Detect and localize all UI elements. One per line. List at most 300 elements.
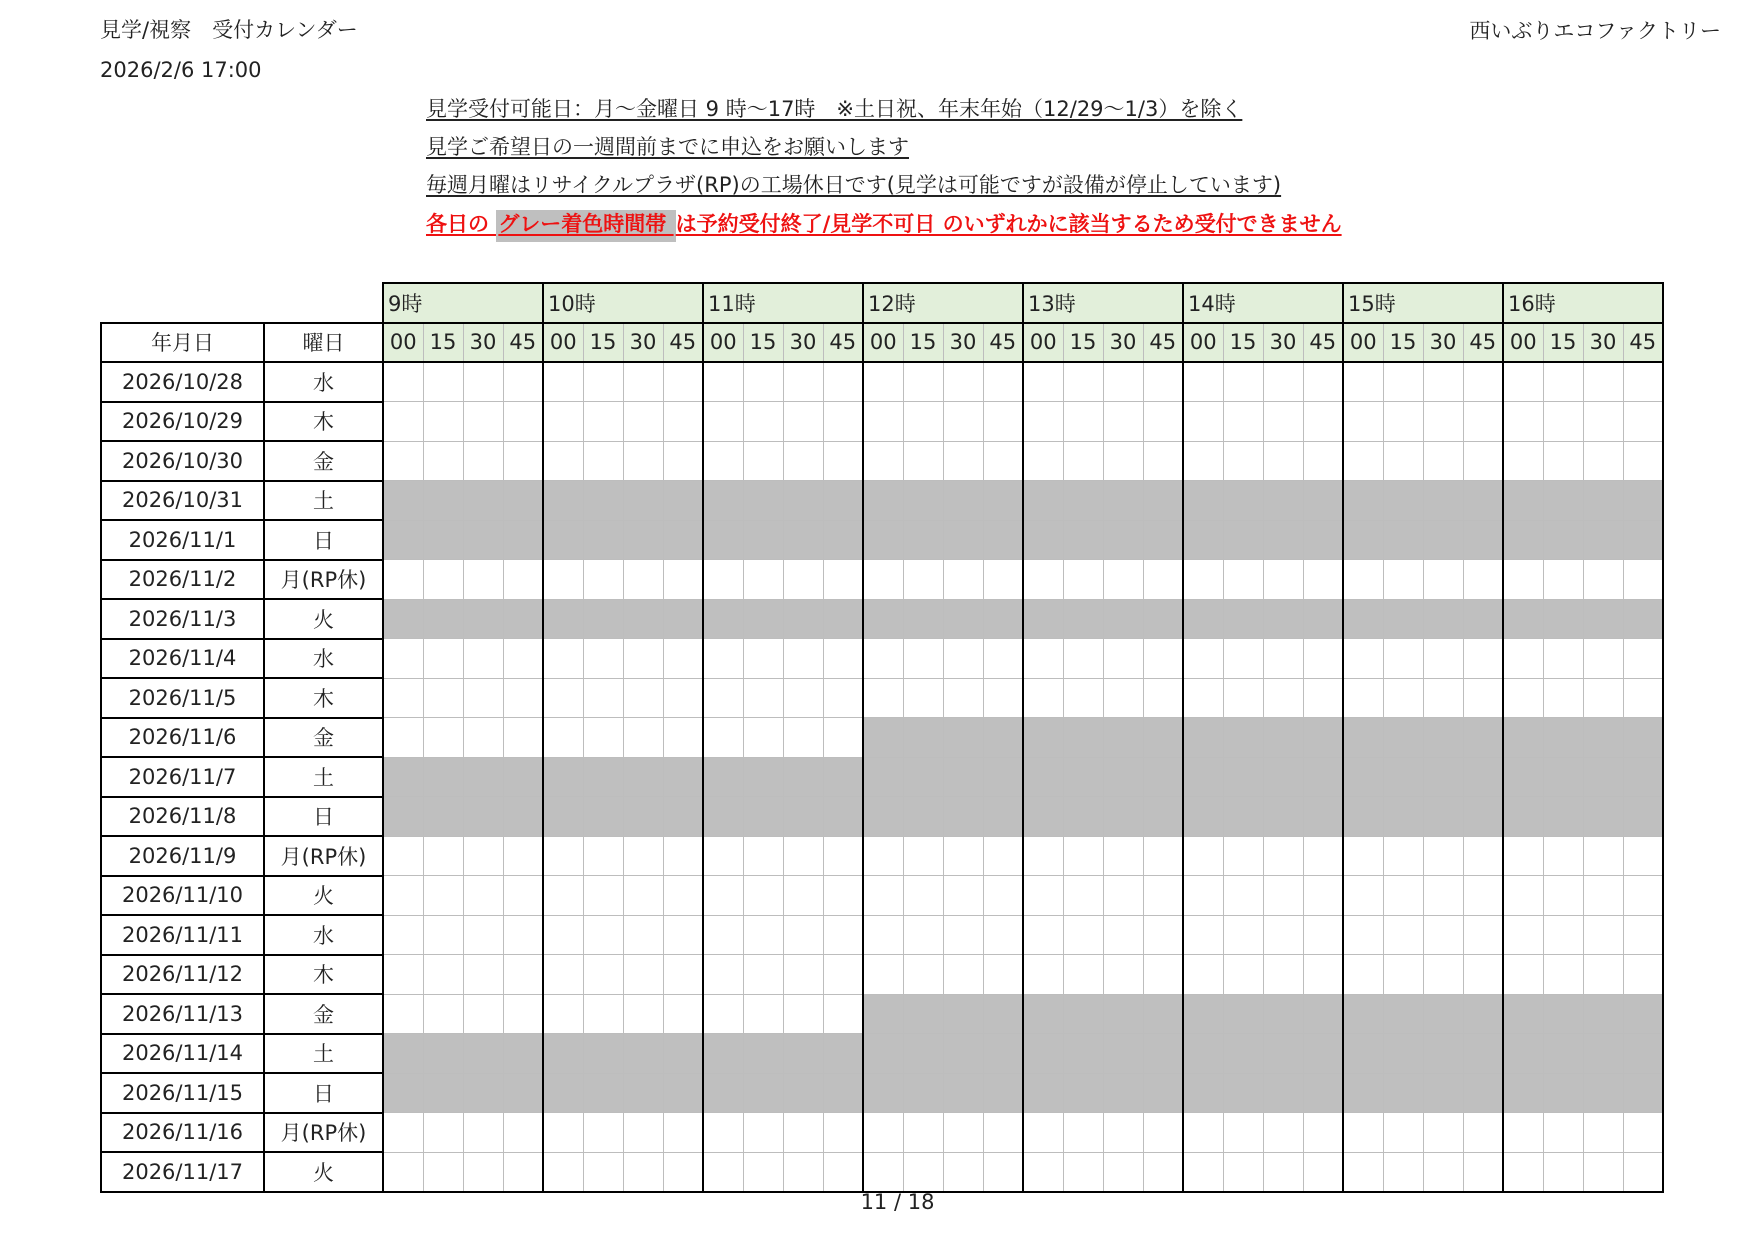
- time-slot: [943, 639, 983, 679]
- time-slot: [1223, 560, 1263, 600]
- time-slot: [783, 955, 823, 995]
- time-slot: [743, 1152, 783, 1192]
- time-slot: [503, 362, 543, 402]
- hour-header: 15時: [1343, 283, 1503, 323]
- calendar-row: [101, 876, 1663, 916]
- time-slot: [1303, 955, 1343, 995]
- time-slot: [1263, 915, 1303, 955]
- time-slot: [783, 836, 823, 876]
- minute-header: 30: [1103, 323, 1143, 363]
- time-slot-unavailable: [1263, 797, 1303, 837]
- calendar-row: [101, 520, 1663, 560]
- time-slot: [1063, 955, 1103, 995]
- hour-header: 11時: [703, 283, 863, 323]
- row-weekday: 木: [264, 678, 383, 718]
- minute-header: 00: [863, 323, 903, 363]
- time-slot: [1343, 639, 1383, 679]
- time-slot-unavailable: [863, 1034, 903, 1074]
- time-slot: [663, 876, 703, 916]
- minute-header: 45: [1143, 323, 1183, 363]
- time-slot: [743, 560, 783, 600]
- time-slot-unavailable: [1143, 481, 1183, 521]
- time-slot-unavailable: [1463, 1073, 1503, 1113]
- minute-header: 45: [823, 323, 863, 363]
- time-slot-unavailable: [1463, 520, 1503, 560]
- time-slot-unavailable: [623, 1073, 663, 1113]
- time-slot: [503, 1152, 543, 1192]
- time-slot-unavailable: [1383, 599, 1423, 639]
- calendar-row: [101, 718, 1663, 758]
- time-slot: [1023, 639, 1063, 679]
- time-slot-unavailable: [823, 797, 863, 837]
- time-slot: [423, 876, 463, 916]
- time-slot-unavailable: [1623, 757, 1663, 797]
- time-slot-unavailable: [623, 757, 663, 797]
- time-slot-unavailable: [1183, 481, 1223, 521]
- time-slot: [463, 639, 503, 679]
- time-slot-unavailable: [863, 757, 903, 797]
- time-slot-unavailable: [543, 1073, 583, 1113]
- row-weekday: 土: [264, 1034, 383, 1074]
- time-slot: [943, 441, 983, 481]
- time-slot: [1303, 560, 1343, 600]
- time-slot: [1023, 876, 1063, 916]
- time-slot-unavailable: [1623, 718, 1663, 758]
- minute-header: 00: [1023, 323, 1063, 363]
- row-date: 2026/11/13: [101, 994, 264, 1034]
- minute-header: 15: [423, 323, 463, 363]
- time-slot: [423, 678, 463, 718]
- time-slot: [903, 560, 943, 600]
- time-slot: [863, 955, 903, 995]
- time-slot-unavailable: [543, 599, 583, 639]
- time-slot-unavailable: [983, 1034, 1023, 1074]
- time-slot-unavailable: [703, 599, 743, 639]
- time-slot: [1103, 836, 1143, 876]
- time-slot-unavailable: [463, 797, 503, 837]
- time-slot: [583, 1113, 623, 1153]
- calendar-row: [101, 639, 1663, 679]
- time-slot-unavailable: [1463, 599, 1503, 639]
- time-slot: [783, 1113, 823, 1153]
- row-date: 2026/11/17: [101, 1152, 264, 1192]
- time-slot: [623, 915, 663, 955]
- time-slot: [1543, 441, 1583, 481]
- time-slot-unavailable: [503, 757, 543, 797]
- row-date: 2026/11/10: [101, 876, 264, 916]
- time-slot: [1183, 441, 1223, 481]
- time-slot: [1143, 955, 1183, 995]
- time-slot-unavailable: [783, 1034, 823, 1074]
- time-slot: [423, 441, 463, 481]
- time-slot-unavailable: [743, 599, 783, 639]
- time-slot-unavailable: [503, 1034, 543, 1074]
- time-slot: [1263, 441, 1303, 481]
- time-slot: [663, 1113, 703, 1153]
- time-slot-unavailable: [903, 718, 943, 758]
- time-slot: [1383, 836, 1423, 876]
- time-slot: [1503, 1152, 1543, 1192]
- time-slot: [1023, 955, 1063, 995]
- minute-header: 30: [1423, 323, 1463, 363]
- time-slot: [1503, 678, 1543, 718]
- time-slot: [903, 362, 943, 402]
- time-slot-unavailable: [1143, 599, 1183, 639]
- time-slot-unavailable: [1343, 1034, 1383, 1074]
- time-slot: [943, 402, 983, 442]
- time-slot-unavailable: [1063, 1073, 1103, 1113]
- time-slot-unavailable: [1223, 797, 1263, 837]
- time-slot: [583, 876, 623, 916]
- time-slot: [503, 402, 543, 442]
- time-slot: [543, 955, 583, 995]
- time-slot: [423, 362, 463, 402]
- time-slot: [743, 402, 783, 442]
- time-slot: [823, 1152, 863, 1192]
- time-slot: [943, 1113, 983, 1153]
- time-slot: [543, 441, 583, 481]
- time-slot-unavailable: [383, 797, 423, 837]
- time-slot: [823, 402, 863, 442]
- time-slot: [583, 441, 623, 481]
- time-slot: [1543, 955, 1583, 995]
- time-slot: [463, 1152, 503, 1192]
- row-weekday: 金: [264, 994, 383, 1034]
- row-date: 2026/11/12: [101, 955, 264, 995]
- row-date: 2026/11/2: [101, 560, 264, 600]
- row-date: 2026/11/3: [101, 599, 264, 639]
- minute-header: 15: [903, 323, 943, 363]
- time-slot: [623, 876, 663, 916]
- time-slot: [1343, 915, 1383, 955]
- time-slot-unavailable: [1103, 599, 1143, 639]
- minute-header: 00: [1343, 323, 1383, 363]
- calendar-row: [101, 362, 1663, 402]
- time-slot: [1103, 441, 1143, 481]
- time-slot-unavailable: [1263, 994, 1303, 1034]
- time-slot: [1343, 836, 1383, 876]
- time-slot-unavailable: [1383, 797, 1423, 837]
- time-slot: [623, 836, 663, 876]
- time-slot-unavailable: [1023, 481, 1063, 521]
- minute-header: 30: [1583, 323, 1623, 363]
- time-slot: [463, 678, 503, 718]
- time-slot: [1223, 1152, 1263, 1192]
- time-slot: [983, 955, 1023, 995]
- time-slot: [1583, 955, 1623, 995]
- time-slot: [1103, 560, 1143, 600]
- time-slot: [423, 402, 463, 442]
- time-slot-unavailable: [1583, 599, 1623, 639]
- time-slot-unavailable: [1463, 1034, 1503, 1074]
- time-slot-unavailable: [903, 599, 943, 639]
- time-slot: [583, 560, 623, 600]
- organization-name: 西いぶりエコファクトリー: [1469, 19, 1721, 43]
- time-slot: [543, 836, 583, 876]
- row-weekday: 火: [264, 876, 383, 916]
- time-slot: [663, 836, 703, 876]
- time-slot: [1063, 1113, 1103, 1153]
- minute-header: 30: [623, 323, 663, 363]
- time-slot: [1383, 402, 1423, 442]
- time-slot: [703, 639, 743, 679]
- time-slot-unavailable: [1063, 718, 1103, 758]
- time-slot-unavailable: [1623, 520, 1663, 560]
- time-slot-unavailable: [1263, 599, 1303, 639]
- time-slot: [463, 994, 503, 1034]
- time-slot: [743, 915, 783, 955]
- hour-header: 13時: [1023, 283, 1183, 323]
- calendar-row: [101, 1113, 1663, 1153]
- time-slot: [503, 678, 543, 718]
- row-weekday: 火: [264, 1152, 383, 1192]
- time-slot: [1623, 678, 1663, 718]
- minute-header: 45: [503, 323, 543, 363]
- time-slot: [1343, 1113, 1383, 1153]
- row-weekday: 火: [264, 599, 383, 639]
- minute-header: 00: [1503, 323, 1543, 363]
- time-slot: [1623, 876, 1663, 916]
- time-slot: [983, 441, 1023, 481]
- time-slot-unavailable: [863, 718, 903, 758]
- time-slot: [1063, 678, 1103, 718]
- time-slot: [823, 718, 863, 758]
- notice-line-rp-holiday: 毎週月曜はリサイクルプラザ(RP)の工場休日です(見学は可能ですが設備が停止しています): [426, 173, 1282, 197]
- time-slot: [1343, 441, 1383, 481]
- time-slot: [583, 639, 623, 679]
- time-slot: [1023, 441, 1063, 481]
- time-slot: [463, 915, 503, 955]
- minute-header: 00: [703, 323, 743, 363]
- time-slot: [663, 1152, 703, 1192]
- time-slot-unavailable: [1423, 520, 1463, 560]
- calendar-row: [101, 560, 1663, 600]
- time-slot-unavailable: [383, 1073, 423, 1113]
- time-slot-unavailable: [1383, 520, 1423, 560]
- time-slot: [1583, 915, 1623, 955]
- time-slot-unavailable: [383, 757, 423, 797]
- time-slot: [663, 718, 703, 758]
- time-slot: [743, 441, 783, 481]
- time-slot: [823, 639, 863, 679]
- time-slot: [943, 876, 983, 916]
- time-slot: [1543, 560, 1583, 600]
- time-slot: [743, 836, 783, 876]
- time-slot: [1183, 1113, 1223, 1153]
- minute-header: 45: [983, 323, 1023, 363]
- time-slot: [1303, 876, 1343, 916]
- time-slot-unavailable: [1303, 1034, 1343, 1074]
- minute-header: 00: [1183, 323, 1223, 363]
- minute-header: 45: [1303, 323, 1343, 363]
- time-slot: [1063, 560, 1103, 600]
- calendar-row: [101, 757, 1663, 797]
- row-weekday: 月(RP休): [264, 836, 383, 876]
- time-slot: [623, 402, 663, 442]
- minute-header: 00: [383, 323, 423, 363]
- time-slot: [1303, 1113, 1343, 1153]
- time-slot-unavailable: [783, 520, 823, 560]
- time-slot: [423, 915, 463, 955]
- time-slot: [383, 836, 423, 876]
- time-slot: [1583, 441, 1623, 481]
- time-slot: [983, 402, 1023, 442]
- time-slot: [783, 362, 823, 402]
- time-slot-unavailable: [1183, 1073, 1223, 1113]
- time-slot-unavailable: [823, 481, 863, 521]
- time-slot: [583, 718, 623, 758]
- page-number: 11 / 18: [860, 1190, 935, 1214]
- time-slot-unavailable: [1383, 718, 1423, 758]
- time-slot-unavailable: [1463, 797, 1503, 837]
- time-slot: [1303, 639, 1343, 679]
- time-slot: [1263, 1113, 1303, 1153]
- time-slot: [1183, 915, 1223, 955]
- time-slot: [1263, 955, 1303, 995]
- time-slot-unavailable: [1543, 994, 1583, 1034]
- time-slot-unavailable: [663, 599, 703, 639]
- time-slot-unavailable: [543, 1034, 583, 1074]
- time-slot: [423, 639, 463, 679]
- time-slot: [1263, 402, 1303, 442]
- time-slot: [1423, 441, 1463, 481]
- time-slot: [1343, 1152, 1383, 1192]
- time-slot: [823, 441, 863, 481]
- minute-header: 15: [743, 323, 783, 363]
- time-slot: [543, 402, 583, 442]
- time-slot: [583, 402, 623, 442]
- time-slot-unavailable: [1063, 520, 1103, 560]
- time-slot: [1143, 639, 1183, 679]
- time-slot-unavailable: [743, 520, 783, 560]
- time-slot: [863, 876, 903, 916]
- time-slot-unavailable: [983, 599, 1023, 639]
- time-slot: [1183, 678, 1223, 718]
- time-slot: [1583, 678, 1623, 718]
- time-slot: [383, 915, 423, 955]
- time-slot: [543, 639, 583, 679]
- time-slot: [1503, 402, 1543, 442]
- column-header-date: 年月日: [101, 323, 264, 363]
- time-slot-unavailable: [1503, 599, 1543, 639]
- time-slot: [383, 955, 423, 995]
- time-slot: [1103, 955, 1143, 995]
- time-slot: [1503, 441, 1543, 481]
- time-slot-unavailable: [1423, 994, 1463, 1034]
- calendar-row: [101, 481, 1663, 521]
- time-slot: [1023, 560, 1063, 600]
- time-slot: [1423, 1113, 1463, 1153]
- time-slot: [1263, 678, 1303, 718]
- time-slot-unavailable: [943, 718, 983, 758]
- time-slot-unavailable: [983, 718, 1023, 758]
- time-slot: [943, 1152, 983, 1192]
- time-slot: [543, 1152, 583, 1192]
- time-slot-unavailable: [1223, 1073, 1263, 1113]
- notice-line-deadline: 見学ご希望日の一週間前までに申込をお願いします: [426, 135, 909, 159]
- row-date: 2026/11/9: [101, 836, 264, 876]
- minute-header: 30: [783, 323, 823, 363]
- time-slot: [1023, 402, 1063, 442]
- time-slot: [623, 718, 663, 758]
- time-slot-unavailable: [1183, 797, 1223, 837]
- time-slot: [1103, 1113, 1143, 1153]
- time-slot: [1623, 441, 1663, 481]
- calendar-row: [101, 402, 1663, 442]
- time-slot: [1223, 836, 1263, 876]
- time-slot: [383, 441, 423, 481]
- row-weekday: 土: [264, 481, 383, 521]
- time-slot: [1303, 678, 1343, 718]
- time-slot: [583, 362, 623, 402]
- time-slot-unavailable: [663, 520, 703, 560]
- time-slot: [1383, 560, 1423, 600]
- time-slot: [1303, 441, 1343, 481]
- time-slot: [823, 836, 863, 876]
- time-slot-unavailable: [1503, 797, 1543, 837]
- time-slot-unavailable: [943, 994, 983, 1034]
- reservation-calendar-table: [100, 282, 1664, 1193]
- time-slot: [1103, 678, 1143, 718]
- time-slot: [703, 836, 743, 876]
- time-slot: [1343, 362, 1383, 402]
- time-slot-unavailable: [1343, 994, 1383, 1034]
- time-slot: [823, 560, 863, 600]
- time-slot: [423, 955, 463, 995]
- row-weekday: 日: [264, 520, 383, 560]
- time-slot-unavailable: [1463, 481, 1503, 521]
- time-slot: [623, 955, 663, 995]
- time-slot: [1183, 639, 1223, 679]
- minute-header: 45: [1623, 323, 1663, 363]
- time-slot: [823, 915, 863, 955]
- time-slot: [463, 1113, 503, 1153]
- time-slot-unavailable: [1423, 757, 1463, 797]
- row-weekday: 日: [264, 1073, 383, 1113]
- row-date: 2026/11/16: [101, 1113, 264, 1153]
- time-slot: [1263, 639, 1303, 679]
- calendar-row: [101, 1073, 1663, 1113]
- time-slot: [503, 441, 543, 481]
- row-date: 2026/11/1: [101, 520, 264, 560]
- time-slot-unavailable: [1063, 797, 1103, 837]
- time-slot-unavailable: [983, 994, 1023, 1034]
- time-slot-unavailable: [383, 599, 423, 639]
- time-slot-unavailable: [423, 520, 463, 560]
- time-slot-unavailable: [1303, 718, 1343, 758]
- time-slot: [1143, 915, 1183, 955]
- row-date: 2026/11/15: [101, 1073, 264, 1113]
- time-slot-unavailable: [983, 757, 1023, 797]
- time-slot-unavailable: [1343, 1073, 1383, 1113]
- time-slot: [1223, 955, 1263, 995]
- time-slot: [703, 955, 743, 995]
- time-slot-unavailable: [703, 481, 743, 521]
- time-slot-unavailable: [583, 1073, 623, 1113]
- time-slot-unavailable: [703, 797, 743, 837]
- time-slot-unavailable: [623, 599, 663, 639]
- time-slot: [943, 915, 983, 955]
- calendar-row: [101, 441, 1663, 481]
- time-slot: [623, 639, 663, 679]
- time-slot-unavailable: [1423, 1073, 1463, 1113]
- time-slot: [583, 955, 623, 995]
- time-slot-unavailable: [1063, 757, 1103, 797]
- row-date: 2026/11/4: [101, 639, 264, 679]
- time-slot-unavailable: [583, 1034, 623, 1074]
- time-slot: [1023, 915, 1063, 955]
- time-slot: [463, 718, 503, 758]
